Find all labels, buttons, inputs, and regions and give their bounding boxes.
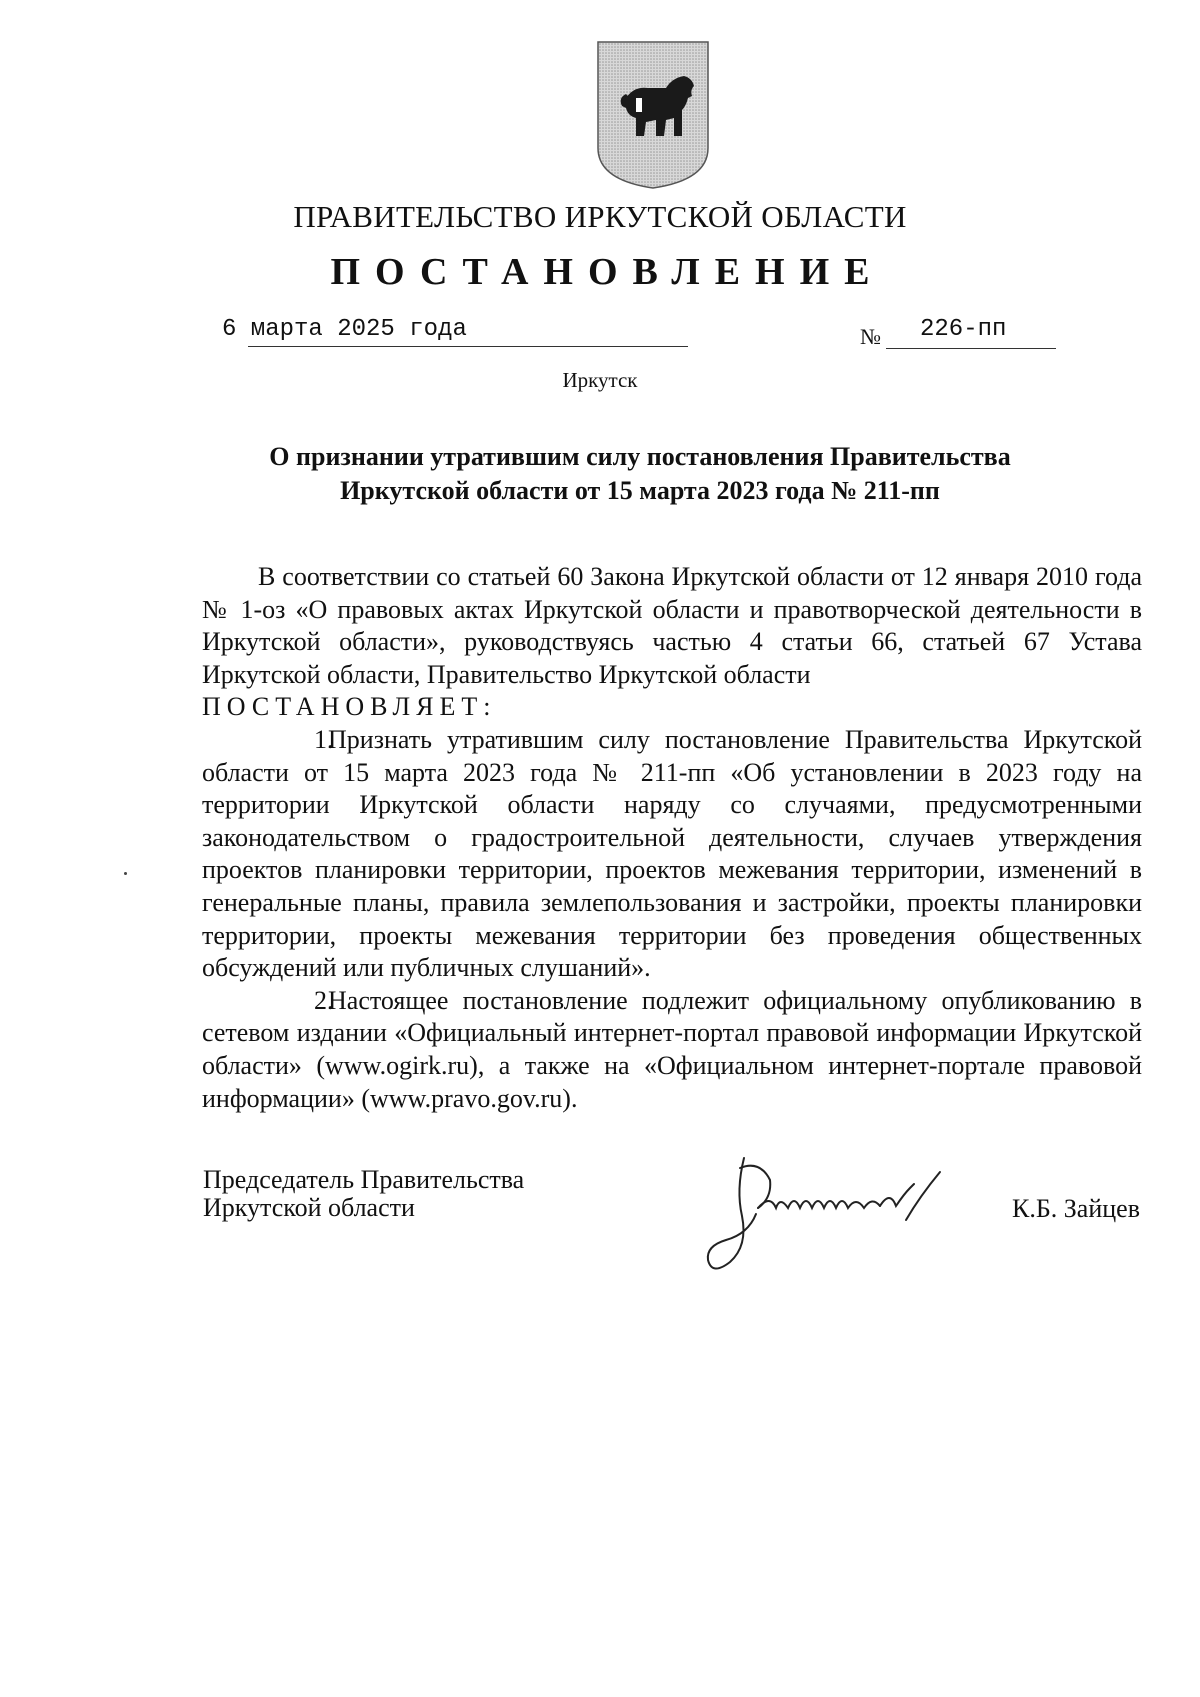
number-sign: № [860, 324, 881, 349]
government-name: ПРАВИТЕЛЬСТВО ИРКУТСКОЙ ОБЛАСТИ [293, 199, 907, 234]
date-underline [248, 346, 688, 347]
item-2-text: Настоящее постановление подлежит официальному опубликованию в сетевом издании «Официальный интернет-портал правовой информации Иркутской области» (www.ogirk.ru), а также на «Официальном интернет-портале правовой информации» (www.pravo.gov.ru). [202, 985, 1142, 1113]
subject-line-2: Иркутской области от 15 марта 2023 года № 211-пп [340, 476, 940, 505]
subject-line-1: О признании утратившим силу постановления Правительства [269, 442, 1011, 471]
resolves-word: ПОСТАНОВЛЯЕТ: [202, 692, 497, 722]
signer-position-line-2: Иркутской области [203, 1193, 415, 1222]
signer-position-line-1: Председатель Правительства [203, 1165, 525, 1194]
document-type: ПОСТАНОВЛЕНИЕ [330, 251, 885, 293]
item-2 [202, 985, 1142, 1115]
number-underline [886, 348, 1056, 349]
document-date: 6 марта 2025 года [222, 316, 467, 343]
city: Иркутск [562, 368, 638, 392]
scan-speck [124, 872, 127, 875]
preamble: В соответствии со статьей 60 Закона Иркутской области от 12 января 2010 года № 1-оз «О правовых актах Иркутской области и правотворческой деятельности в Иркутской области», руководствуясь частью 4 статьи 66, статьей 67 Устава Иркутской области, Правительство Иркутской области [202, 562, 1142, 689]
item-2-number: 2. [314, 985, 334, 1015]
coat-of-arms-icon [596, 40, 710, 190]
item-1 [202, 724, 1142, 985]
document-body [202, 561, 1142, 1115]
item-1-number: 1. [314, 724, 334, 754]
document-date-block [222, 316, 467, 343]
signer-position [203, 1166, 524, 1222]
handwritten-signature [700, 1150, 1000, 1290]
signer-name: К.Б. Зайцев [1012, 1194, 1140, 1223]
item-1-text: Признать утратившим силу постановление Правительства Иркутской области от 15 марта 2023 года № 211-пп «Об установлении в 2023 году на территории Иркутской области наряду со случаями, предусмотренными законодательством о градостроительной деятельности, случаев утверждения проектов планировки территории, проектов межевания территории, изменений в генеральные планы, правила землепользования и застройки, проекты планировки территории, проекты межевания территории без проведения общественных обсуждений или публичных слушаний». [202, 724, 1142, 983]
document-subject [200, 440, 1080, 508]
document-number: 226-пп [920, 316, 1007, 343]
